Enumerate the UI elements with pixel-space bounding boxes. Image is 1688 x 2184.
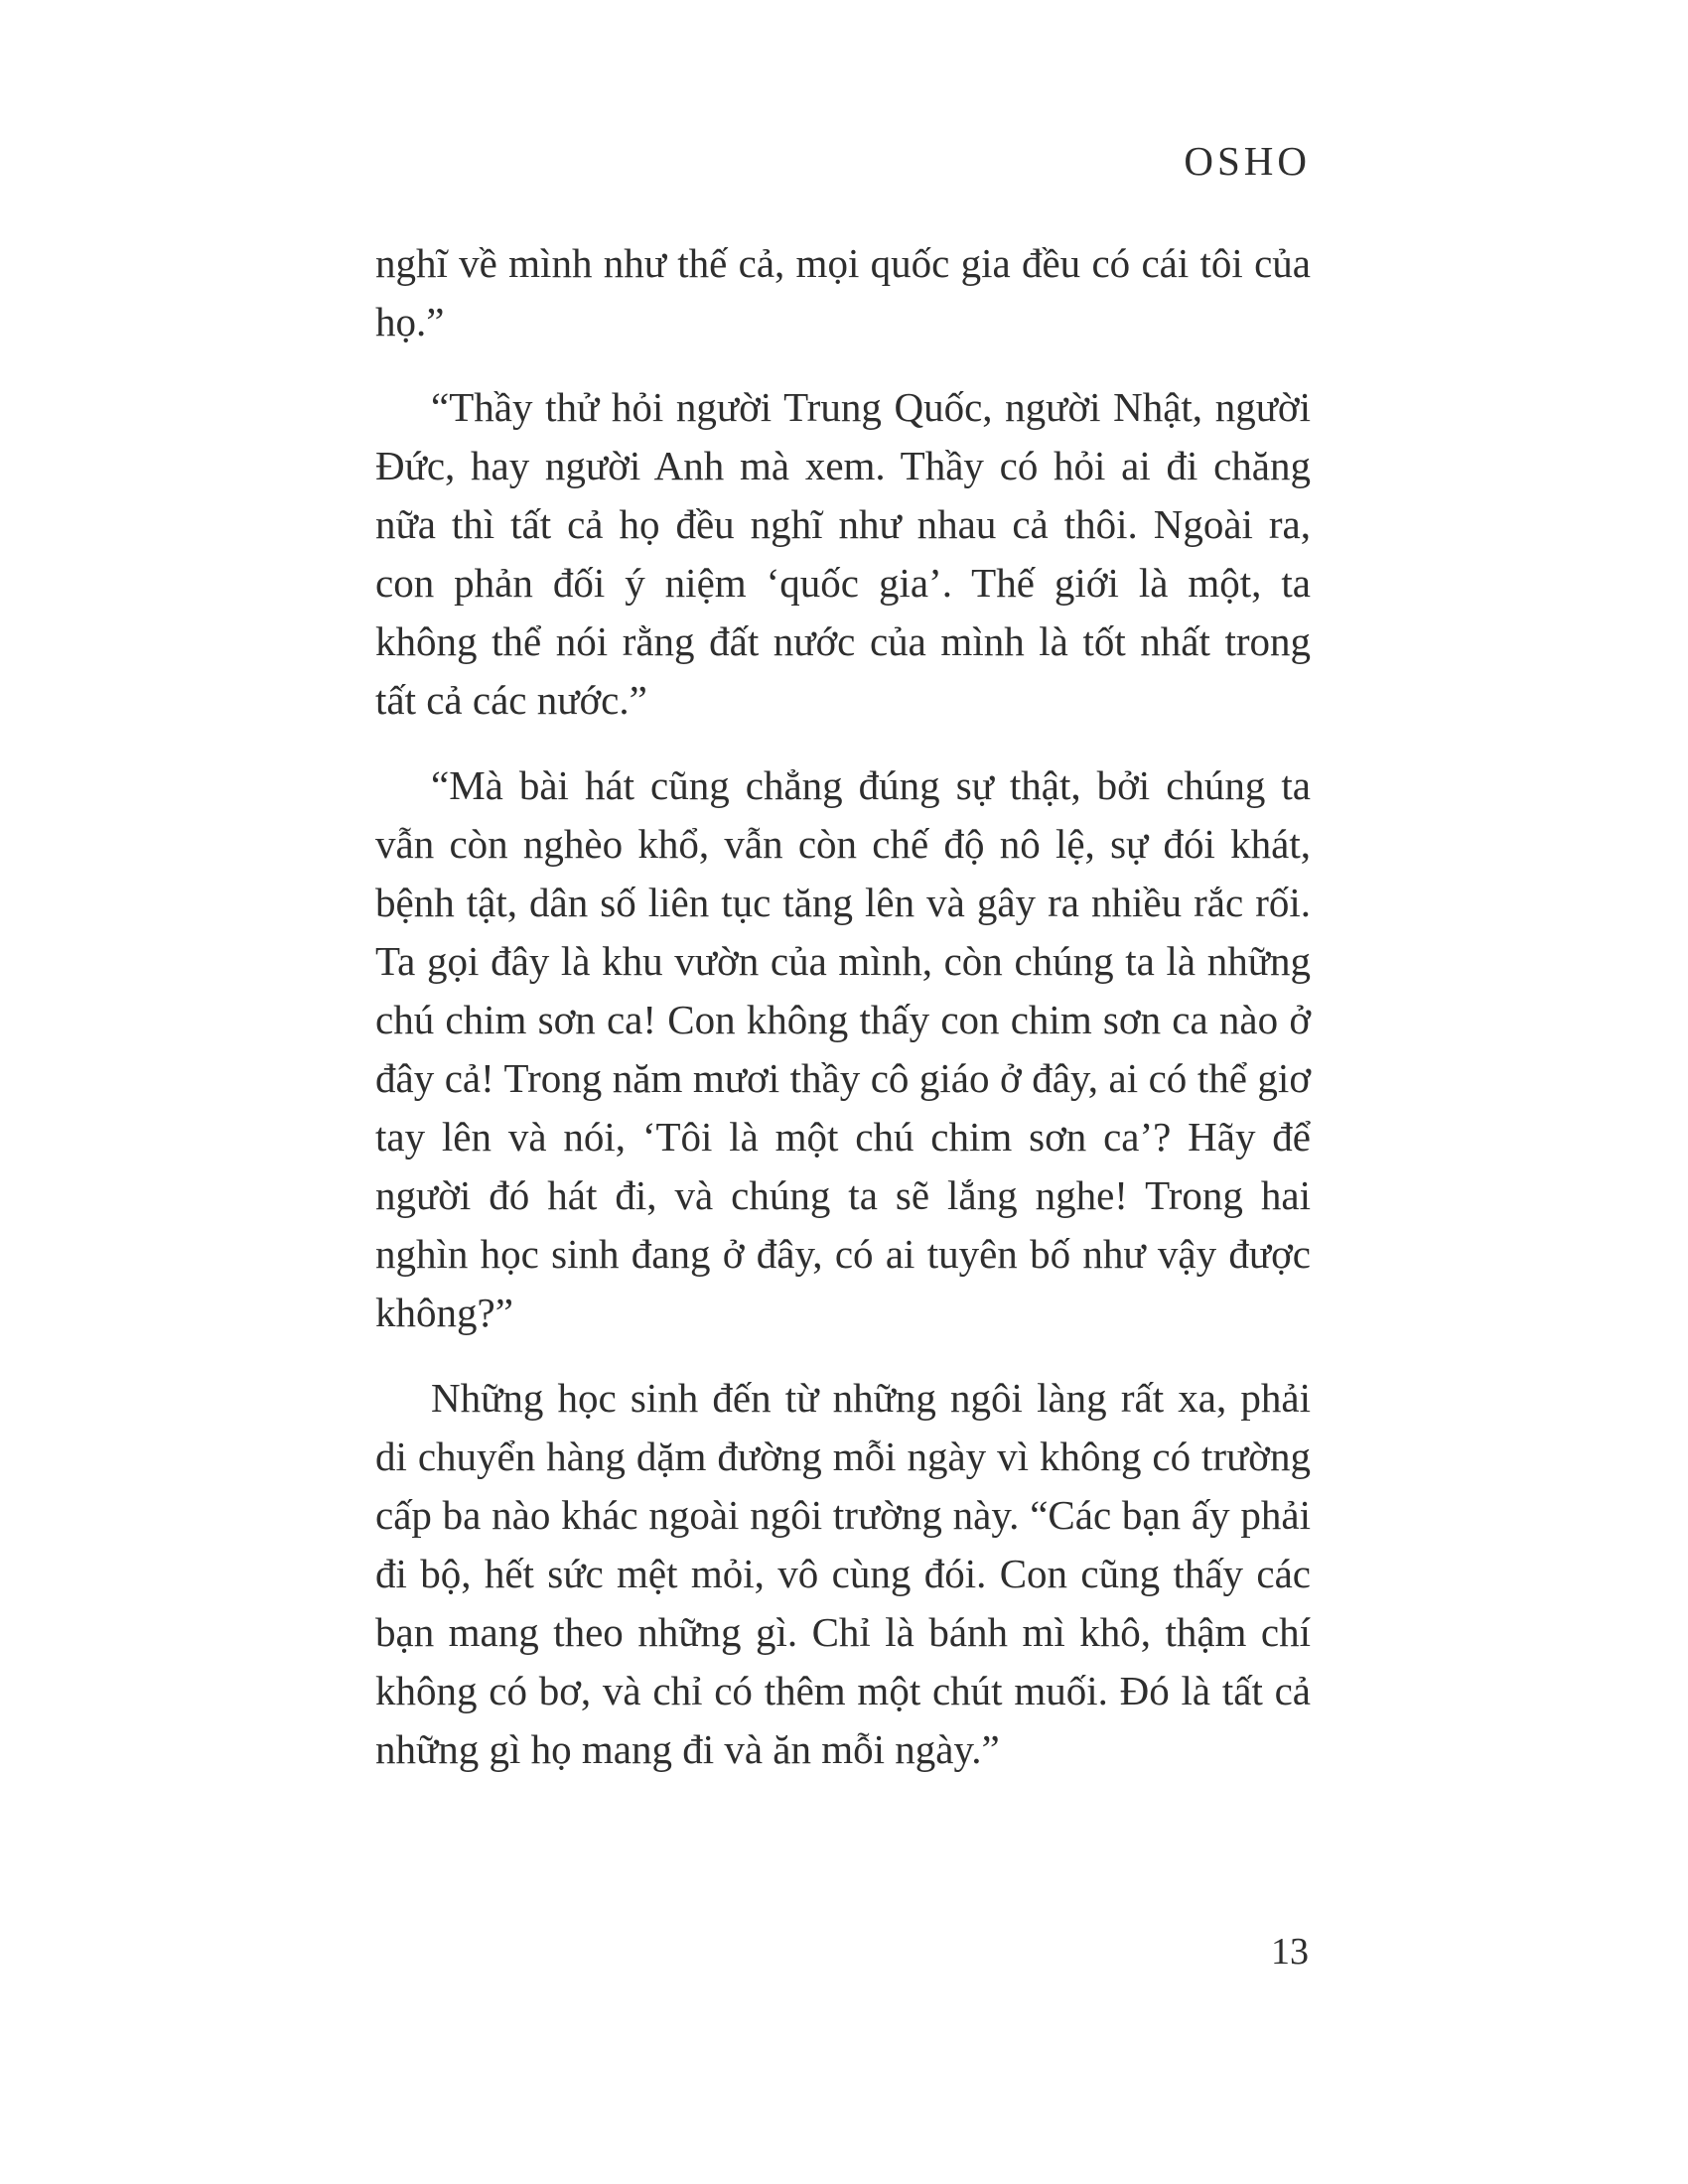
paragraph: “Thầy thử hỏi người Trung Quốc, người Nhật, người Đức, hay người Anh mà xem. Thầy có hỏi ai đi chăng nữa thì tất cả họ đều nghĩ như nhau cả thôi. Ngoài ra, con phản đối ý niệm ‘quốc gia’. Thế giới là một, ta không thể nói rằng đất nước của mình là tốt nhất trong tất cả các nước.”	[375, 384, 1311, 723]
paragraph: “Mà bài hát cũng chẳng đúng sự thật, bởi chúng ta vẫn còn nghèo khổ, vẫn còn chế độ nô lệ, sự đói khát, bệnh tật, dân số liên tục tăng lên và gây ra nhiều rắc rối. Ta gọi đây là khu vườn của mình, còn chúng ta là những chú chim sơn ca! Con không thấy con chim sơn ca nào ở đây cả! Trong năm mươi thầy cô giáo ở đây, ai có thể giơ tay lên và nói, ‘Tôi là một chú chim sơn ca’? Hãy để người đó hát đi, và chúng ta sẽ lắng nghe! Trong hai nghìn học sinh đang ở đây, có ai tuyên bố như vậy được không?”	[375, 762, 1311, 1335]
paragraph: nghĩ về mình như thế cả, mọi quốc gia đều có cái tôi của họ.”	[375, 240, 1311, 344]
paragraph: Những học sinh đến từ những ngôi làng rất xa, phải di chuyển hàng dặm đường mỗi ngày vì không có trường cấp ba nào khác ngoài ngôi trường này. “Các bạn ấy phải đi bộ, hết sức mệt mỏi, vô cùng đói. Con cũng thấy các bạn mang theo những gì. Chỉ là bánh mì khô, thậm chí không có bơ, và chỉ có thêm một chút muối. Đó là tất cả những gì họ mang đi và ăn mỗi ngày.”	[375, 1375, 1311, 1772]
page-number: 13	[1271, 1931, 1309, 1973]
running-head: OSHO	[1184, 138, 1311, 184]
body-text	[375, 234, 1311, 1806]
